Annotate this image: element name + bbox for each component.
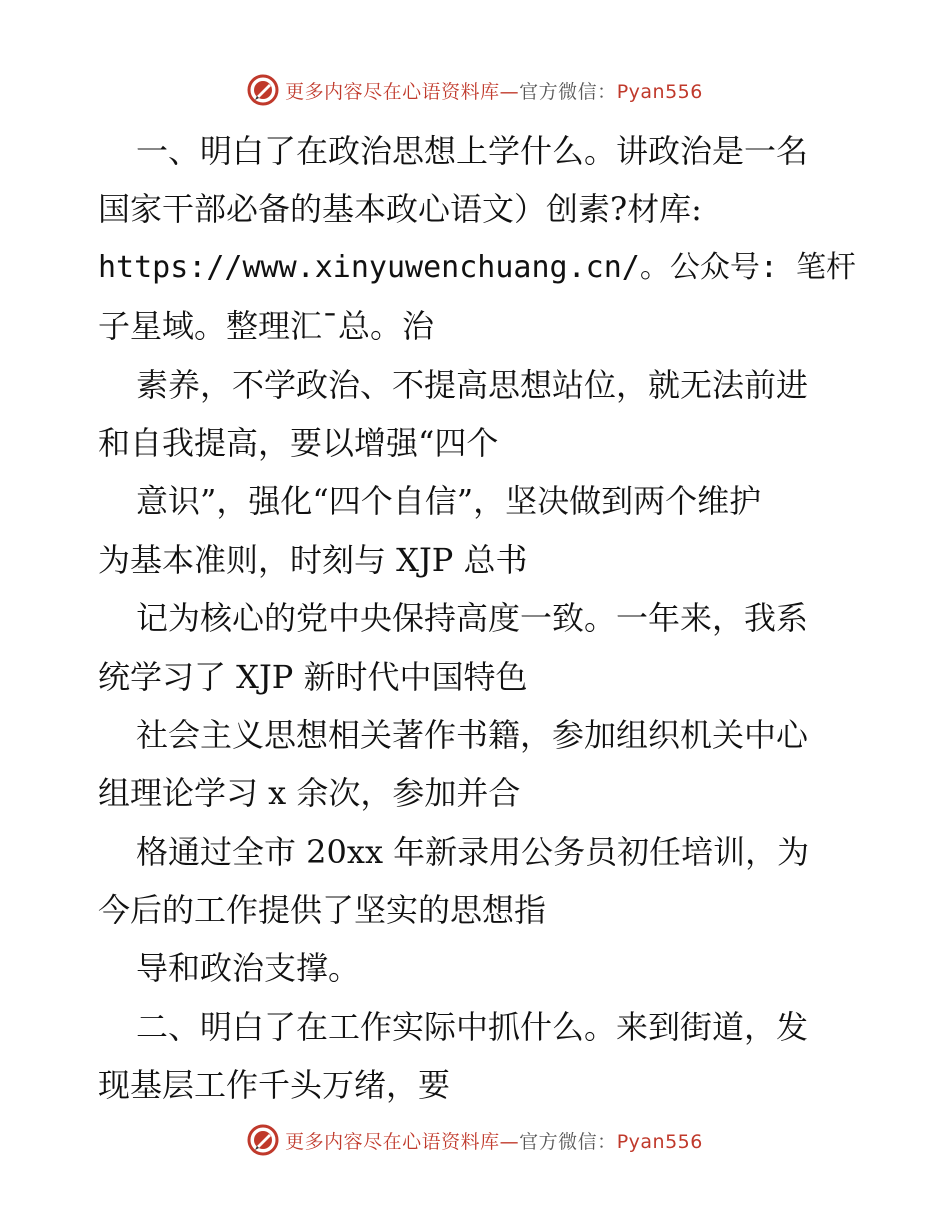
header-wechat-label: 官方微信：: [519, 80, 617, 103]
document-body: [98, 122, 858, 1115]
body-line: 格通过全市 20xx 年新录用公务员初任培训，为: [136, 832, 810, 871]
body-line: 二、明白了在工作实际中抓什么。来到街道，发: [136, 1007, 809, 1046]
body-line: 导和政治支撑。: [136, 949, 361, 988]
header-banner: [0, 70, 950, 110]
pen-circle-logo-icon: [247, 1124, 279, 1156]
pen-circle-logo-icon: [247, 74, 279, 106]
body-line: 一、明白了在政治思想上学什么。讲政治是一名: [136, 132, 809, 170]
body-line-url: https://www.xinyuwenchuang.cn/。公众号: 笔杆: [98, 249, 856, 285]
body-line: 和自我提高，要以增强“四个: [98, 423, 499, 462]
footer-wechat-handle: Pyan556: [616, 1130, 703, 1153]
header-banner-text: [285, 77, 703, 104]
body-line: 记为核心的党中央保持高度一致。一年来，我系: [136, 599, 809, 638]
header-banner-separator: —: [499, 80, 520, 103]
body-line: 社会主义思想相关著作书籍，参加组织机关中心: [136, 715, 809, 754]
body-line: 素养，不学政治、不提高思想站位，就无法前进: [136, 365, 809, 404]
footer-banner-inner: [247, 1124, 703, 1156]
body-line: 意识”，强化“四个自信”，坚决做到两个维护: [136, 482, 762, 521]
footer-banner-separator: —: [499, 1130, 520, 1153]
body-line: 国家干部必备的基本政心语文）创素?材库:: [98, 190, 702, 229]
footer-banner-text: [285, 1127, 703, 1154]
header-banner-inner: [247, 74, 703, 106]
footer-banner: [0, 1120, 950, 1160]
header-wechat-handle: Pyan556: [616, 80, 703, 103]
body-line: 组理论学习 x 余次，参加并合: [98, 774, 521, 813]
body-line: 现基层工作千头万绪，要: [98, 1066, 451, 1105]
body-line: 今后的工作提供了坚实的思想指: [98, 891, 547, 930]
header-banner-slogan: 更多内容尽在心语资料库: [285, 80, 500, 103]
footer-banner-slogan: 更多内容尽在心语资料库: [285, 1130, 500, 1153]
footer-wechat-label: 官方微信：: [519, 1130, 617, 1153]
body-line: 为基本准则，时刻与 XJP 总书: [98, 540, 528, 579]
body-line: 子星域。整理汇¯总。治: [98, 307, 435, 346]
body-line: 统学习了 XJP 新时代中国特色: [98, 657, 528, 696]
